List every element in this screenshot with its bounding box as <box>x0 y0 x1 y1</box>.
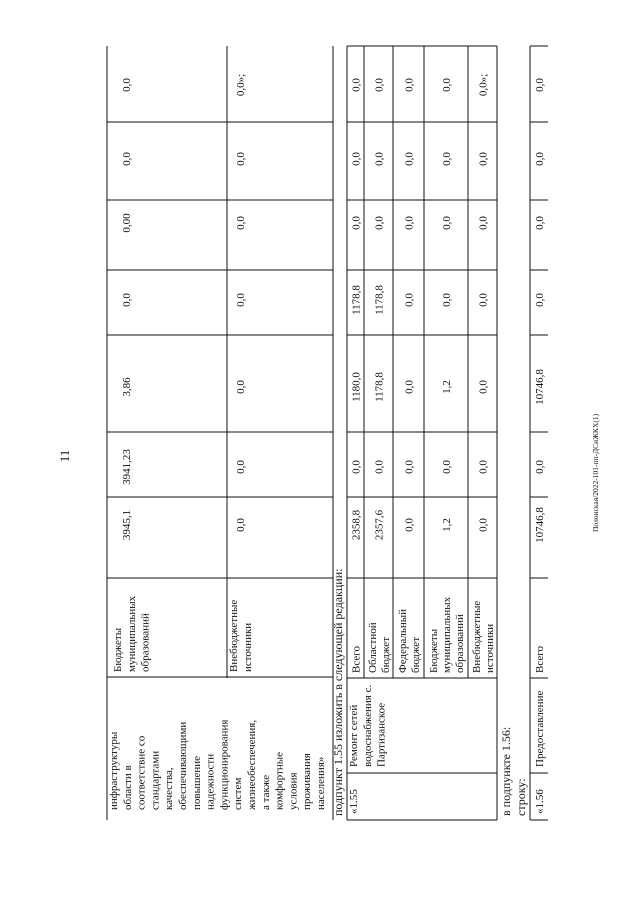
table155-source-line: Областной <box>367 622 379 673</box>
table155-value: 0,0 <box>477 380 490 394</box>
table155-source-line: образований <box>454 614 466 673</box>
top-description-line: повышение <box>190 756 203 810</box>
table155-source-line: Внебюджетные <box>471 600 483 673</box>
table155-name-line: водоснабжения с. <box>361 684 374 767</box>
top-source-line: образований <box>139 613 152 672</box>
table155-source-line: источники <box>484 623 496 673</box>
top-row1-value: 3945,1 <box>121 509 133 541</box>
table155-name-line: Партизанское <box>375 702 388 767</box>
table155-item-number: «1.55 <box>348 789 360 814</box>
section-heading: в подпункте 1.56: <box>499 726 513 816</box>
table155-source-line: Федеральный <box>397 608 409 673</box>
top-row1-value: 0,0 <box>121 78 133 92</box>
table155-value: 0,0 <box>350 216 363 230</box>
top-description-line: а также <box>259 774 272 810</box>
table155-source-line: Всего <box>350 646 363 673</box>
table155-value: 0,0»; <box>477 73 490 97</box>
table155-value: 0,0 <box>403 293 416 307</box>
top-row1-value: 0,00 <box>121 213 133 233</box>
top-row1-value: 3,86 <box>121 377 133 397</box>
top-description-line: надежности <box>204 753 217 810</box>
top-row2-value: 0,0 <box>235 380 247 394</box>
section-heading: строку: <box>514 778 528 816</box>
table155-value: 1178,8 <box>373 285 386 315</box>
table156-value: 10746,8 <box>534 507 546 543</box>
table155-value: 0,0 <box>373 460 386 474</box>
top-source-line: муниципальных <box>125 595 138 672</box>
top-description-line: обеспечивающими <box>177 721 189 810</box>
top-source-line: Бюджеты <box>112 627 124 672</box>
top-description-line: качества, <box>163 767 176 810</box>
table155-value: 0,0 <box>477 518 490 532</box>
top-description-line: соответствие со <box>135 735 148 810</box>
table155-value: 0,0 <box>477 460 490 474</box>
top-row2-value: 0,0 <box>235 152 247 166</box>
top-row1-value: 0,0 <box>121 293 133 307</box>
table156-value: 0,0 <box>534 460 546 474</box>
table156-value: 0,0 <box>534 216 546 230</box>
top-description-line: инфраструктуры <box>108 731 120 810</box>
document-stamp: Полонская/2022-101-пп-ДСиЖКХ(1) <box>591 413 600 532</box>
table155-value: 0,0 <box>403 380 416 394</box>
table155-value: 1178,8 <box>373 372 386 402</box>
top-description-line: условия <box>287 772 300 810</box>
top-row2-value: 0,0 <box>235 460 247 474</box>
top-description-line: систем <box>232 777 245 810</box>
top-row1-value: 3941,23 <box>121 449 133 485</box>
table155-source-line: бюджет <box>380 637 392 673</box>
table156-source-line: Всего <box>534 646 546 673</box>
table155-value: 0,0 <box>403 460 416 474</box>
page-number: 11 <box>57 449 72 463</box>
top-row2-value: 0,0 <box>235 293 247 307</box>
table155-value: 1,2 <box>441 380 453 394</box>
table-text-layer <box>108 74 600 816</box>
table155-value: 0,0 <box>403 78 416 92</box>
section-heading: подпункт 1.55 изложить в следующей редакции: <box>331 568 345 816</box>
table156-name-line: Предоставление <box>534 690 546 767</box>
table155-value: 2357,6 <box>373 509 386 541</box>
table155-value: 1,2 <box>441 518 453 532</box>
table156-value: 0,0 <box>534 293 546 307</box>
table155-value: 0,0 <box>373 78 386 92</box>
top-row2-value: 0,0 <box>235 518 247 532</box>
top-source-line: источники <box>241 622 254 672</box>
table155-source-line: бюджет <box>410 637 422 673</box>
top-source-line: Внебюджетные <box>228 599 240 672</box>
table155-value: 0,0 <box>477 152 490 166</box>
top-description-line: населения» <box>315 756 327 810</box>
table155-value: 0,0 <box>350 78 363 92</box>
table155-source-line: Бюджеты <box>428 628 440 673</box>
table155-value: 0,0 <box>373 152 386 166</box>
table156-value: 10746,8 <box>534 369 546 405</box>
top-description-line: проживания <box>301 753 314 810</box>
table155-value: 0,0 <box>403 216 416 230</box>
table155-value: 0,0 <box>373 216 386 230</box>
top-description-line: жизнеобеспечения, <box>246 719 258 810</box>
table155-value: 0,0 <box>477 216 490 230</box>
table155-value: 0,0 <box>350 460 363 474</box>
table155-source-line: муниципальных <box>441 596 453 673</box>
top-row2-value: 0,0 <box>235 216 247 230</box>
table156-value: 0,0 <box>534 78 546 92</box>
table155-value: 1180,0 <box>350 372 363 402</box>
table155-value: 1178,8 <box>350 285 363 315</box>
table156-value: 0,0 <box>534 152 546 166</box>
top-description-line: комфортные <box>273 752 286 810</box>
table155-value: 0,0 <box>441 152 453 166</box>
table155-value: 0,0 <box>403 518 416 532</box>
table155-value: 0,0 <box>350 152 363 166</box>
table155-value: 0,0 <box>441 78 453 92</box>
top-description-line: стандартами <box>149 750 162 810</box>
table155-value: 0,0 <box>403 152 416 166</box>
table155-value: 0,0 <box>441 216 453 230</box>
table155-value: 0,0 <box>477 293 490 307</box>
top-row1-value: 0,0 <box>121 152 133 166</box>
table155-name-line: Ремонт сетей <box>348 704 360 767</box>
table155-value: 0,0 <box>441 460 453 474</box>
top-description-line: области в <box>121 765 134 810</box>
table156-item-number: «1.56 <box>534 789 546 814</box>
table155-value: 2358,8 <box>350 509 363 541</box>
top-row2-value: 0,0»; <box>235 73 247 97</box>
table155-value: 0,0 <box>441 293 453 307</box>
top-description-line: функционирования <box>218 719 231 810</box>
